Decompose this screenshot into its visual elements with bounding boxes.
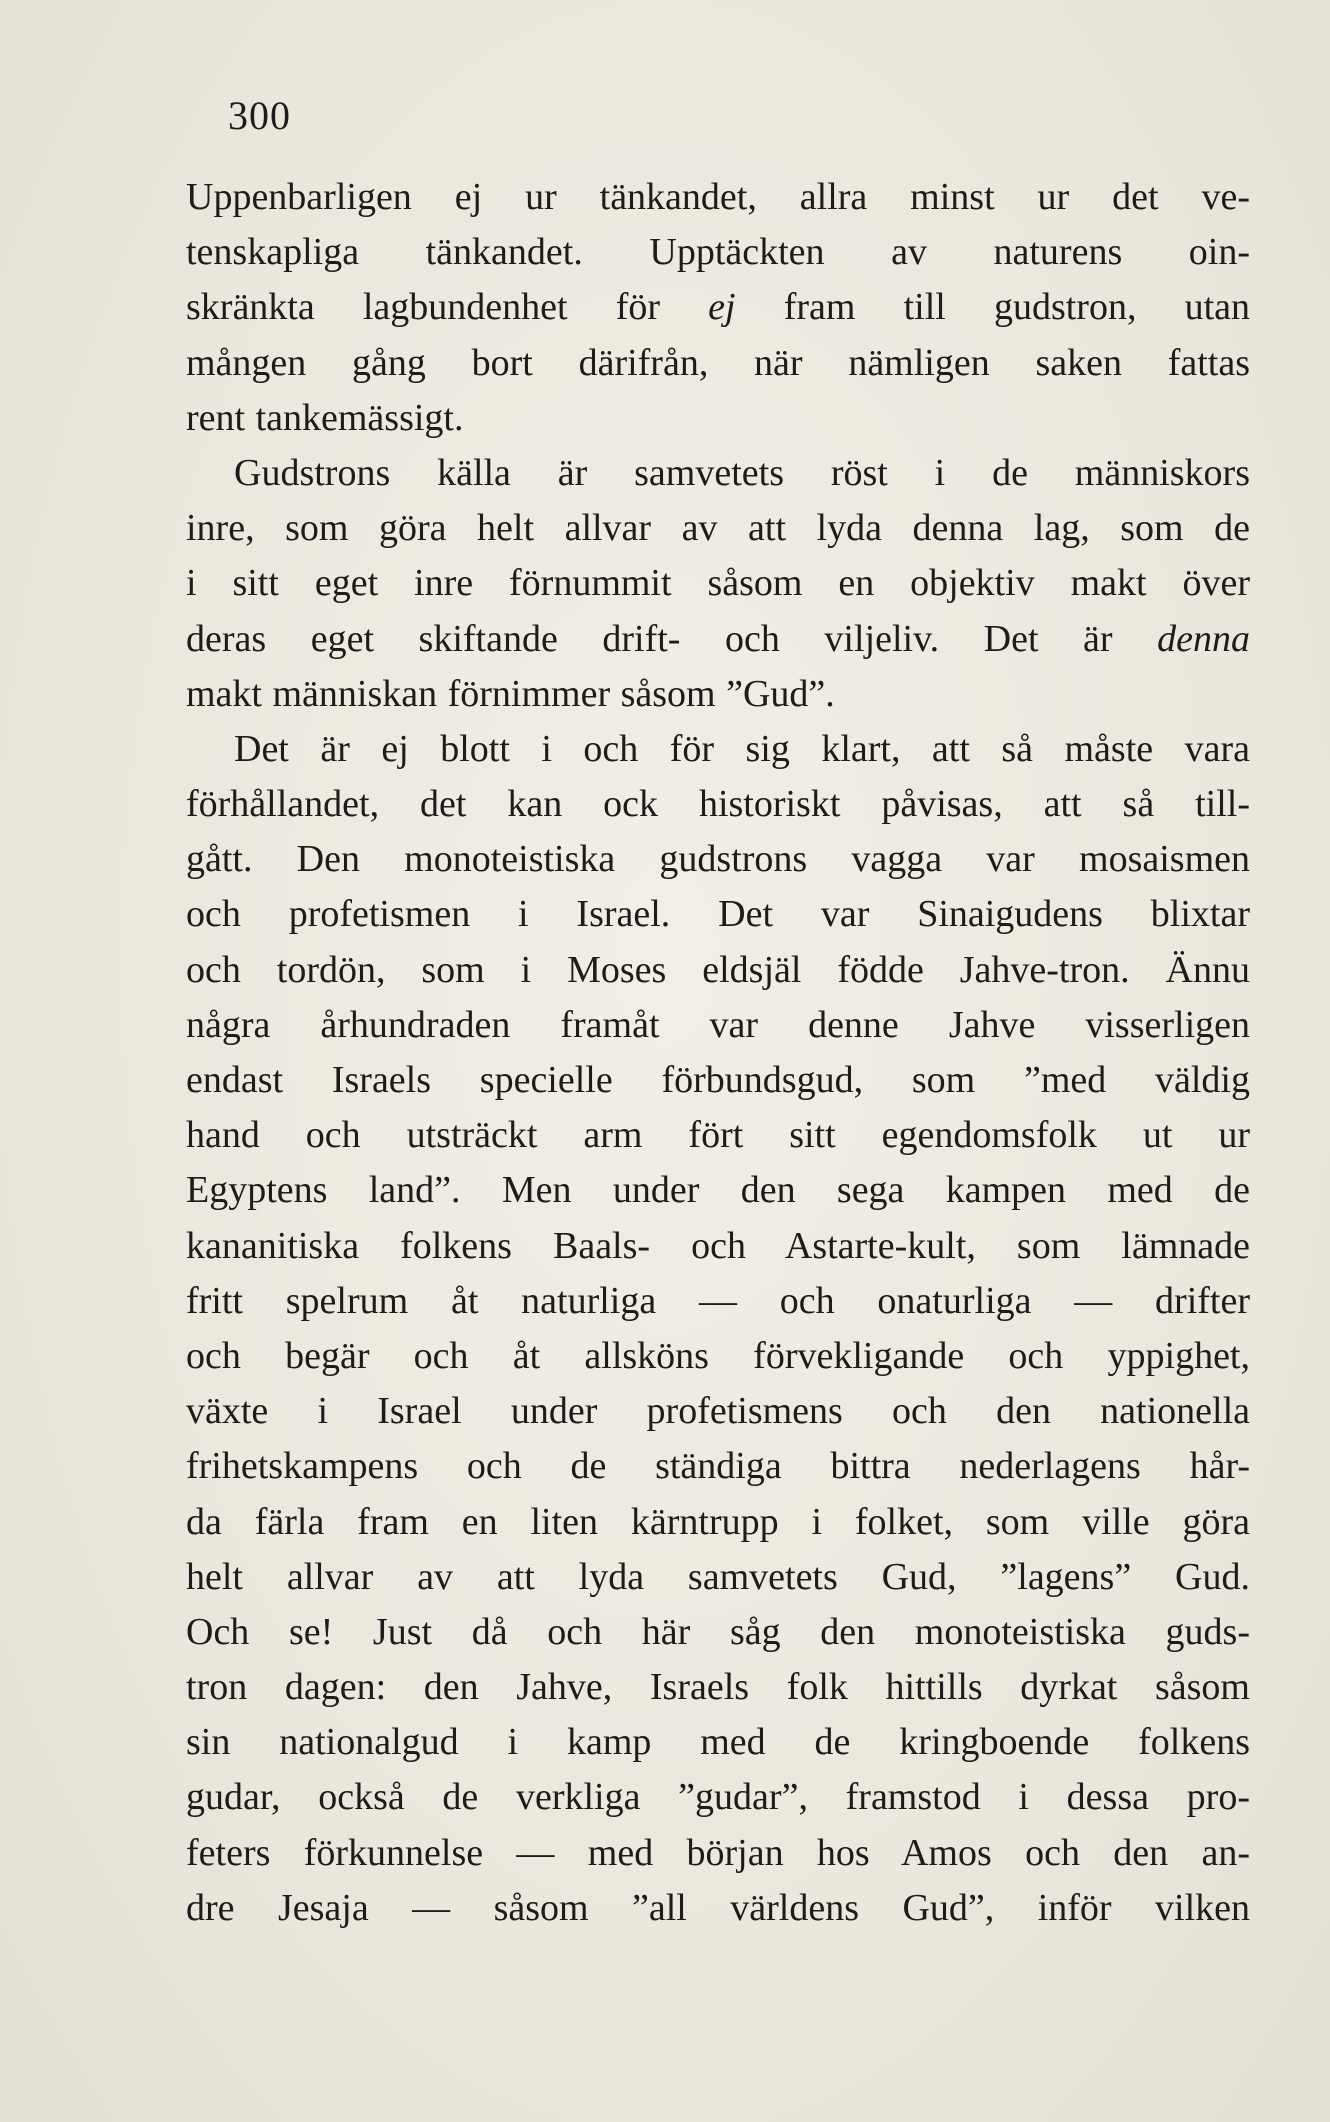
text-run: fram till gudstron, utan — [735, 286, 1250, 329]
text-line: och tordön, som i Moses eldsjäl födde Jahve-tron. Ännu — [186, 948, 1250, 991]
text-line: Egyptens land”. Men under den sega kampen med de — [186, 1169, 1250, 1212]
text-line: och profetismen i Israel. Det var Sinaigudens blixtar — [186, 893, 1250, 936]
text-line: Och se! Just då och här såg den monoteistiska guds- — [186, 1610, 1250, 1653]
text-line: kananitiska folkens Baals- och Astarte-kult, som lämnade — [186, 1224, 1250, 1267]
text-line: sin nationalgud i kamp med de kringboende folkens — [186, 1721, 1250, 1764]
emphasized-word: denna — [1157, 617, 1250, 660]
text-line: och begär och åt allsköns förvekligande och yppighet, — [186, 1334, 1250, 1377]
text-line: mången gång bort därifrån, när nämligen saken fattas — [186, 341, 1250, 384]
text-line: tron dagen: den Jahve, Israels folk hittills dyrkat såsom — [186, 1666, 1250, 1709]
text-run: skränkta lagbundenhet för — [186, 286, 709, 329]
text-line: Uppenbarligen ej ur tänkandet, allra minst ur det ve- — [186, 176, 1250, 218]
text-line: några århundraden framåt var denne Jahve visserligen — [186, 1003, 1250, 1046]
text-line: Gudstrons källa är samvetets röst i de människors — [234, 451, 1250, 494]
text-line: gudar, också de verkliga ”gudar”, framstod i dessa pro- — [186, 1776, 1250, 1819]
text-line: gått. Den monoteistiska gudstrons vagga var mosaismen — [186, 838, 1250, 881]
text-line: hand och utsträckt arm fört sitt egendomsfolk ut ur — [186, 1114, 1250, 1157]
text-line — [186, 280, 1250, 335]
text-line: tenskapliga tänkandet. Upptäckten av naturens oin- — [186, 231, 1250, 274]
text-line: da färla fram en liten kärntrupp i folket, som ville göra — [186, 1500, 1250, 1543]
text-line: i sitt eget inre förnummit såsom en objektiv makt över — [186, 562, 1250, 605]
body-text — [186, 170, 1250, 1936]
text-line: inre, som göra helt allvar av att lyda denna lag, som de — [186, 507, 1250, 550]
text-line: växte i Israel under profetismens och den nationella — [186, 1390, 1250, 1433]
page-number: 300 — [228, 93, 291, 138]
text-line: fritt spelrum åt naturliga — och onaturliga — drifter — [186, 1279, 1250, 1322]
text-line: förhållandet, det kan ock historiskt påvisas, att så till- — [186, 783, 1250, 826]
text-line: helt allvar av att lyda samvetets Gud, ”lagens” Gud. — [186, 1555, 1250, 1598]
text-line: dre Jesaja — såsom ”all världens Gud”, inför vilken — [186, 1886, 1250, 1929]
text-run: deras eget skiftande drift- och viljeliv. Det är — [186, 617, 1158, 660]
text-line: frihetskampens och de ständiga bittra nederlagens hår- — [186, 1445, 1250, 1488]
text-line — [186, 612, 1250, 667]
emphasized-word: ej — [708, 286, 736, 329]
text-line: endast Israels specielle förbundsgud, som ”med väldig — [186, 1059, 1250, 1101]
text-line: Det är ej blott i och för sig klart, att så måste vara — [234, 727, 1250, 770]
text-line: feters förkunnelse — med början hos Amos och den an- — [186, 1831, 1250, 1874]
text-line: makt människan förnimmer såsom ”Gud”. — [186, 672, 835, 715]
text-line: rent tankemässigt. — [186, 396, 464, 439]
